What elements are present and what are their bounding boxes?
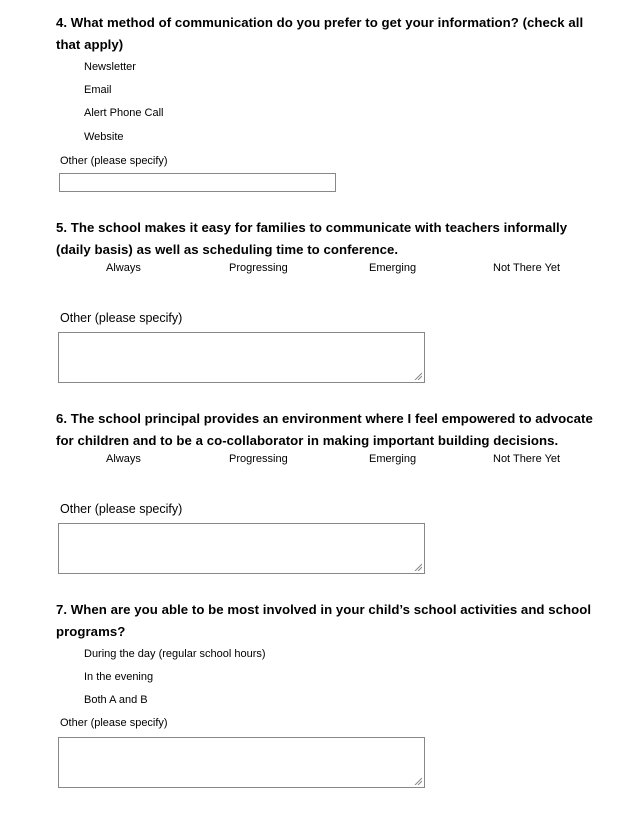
q5-scale-emerging[interactable]: Emerging bbox=[369, 262, 417, 274]
question-5-other-label: Other (please specify) bbox=[60, 311, 183, 325]
option-email[interactable]: Email bbox=[84, 84, 112, 96]
question-5-title: 5. The school makes it easy for families to communicate with teachers informally (daily basis) as well as scheduling time to conference. bbox=[56, 220, 568, 257]
option-newsletter[interactable]: Newsletter bbox=[84, 61, 136, 73]
q5-scale-progressing[interactable]: Progressing bbox=[229, 262, 288, 274]
q6-scale-not-there-yet[interactable]: Not There Yet bbox=[493, 453, 561, 465]
question-5-other-textarea[interactable] bbox=[58, 332, 425, 383]
q6-scale-emerging[interactable]: Emerging bbox=[369, 453, 417, 465]
option-during-the-day[interactable]: During the day (regular school hours) bbox=[84, 648, 266, 660]
option-alert-phone-call[interactable]: Alert Phone Call bbox=[84, 107, 164, 119]
q5-scale-always[interactable]: Always bbox=[106, 262, 141, 274]
question-4-title: 4. What method of communication do you prefer to get your information? (check all that apply) bbox=[56, 15, 584, 52]
q6-scale-progressing[interactable]: Progressing bbox=[229, 453, 288, 465]
question-6-title: 6. The school principal provides an environment where I feel empowered to advocate for children and to be a co-collaborator in making important building decisions. bbox=[56, 411, 593, 448]
q5-scale-not-there-yet[interactable]: Not There Yet bbox=[493, 262, 561, 274]
question-6-other-textarea[interactable] bbox=[58, 523, 425, 574]
option-both-a-and-b[interactable]: Both A and B bbox=[84, 694, 148, 706]
option-in-the-evening[interactable]: In the evening bbox=[84, 671, 154, 683]
resize-grip-icon[interactable] bbox=[414, 563, 422, 571]
resize-grip-icon[interactable] bbox=[414, 372, 422, 380]
question-7-other-textarea[interactable] bbox=[58, 737, 425, 788]
question-4-other-label: Other (please specify) bbox=[60, 155, 168, 167]
resize-grip-icon[interactable] bbox=[414, 777, 422, 785]
question-7-title: 7. When are you able to be most involved in your child’s school activities and school programs? bbox=[56, 602, 592, 639]
q6-scale-always[interactable]: Always bbox=[106, 453, 141, 465]
question-7-other-label: Other (please specify) bbox=[60, 717, 168, 729]
question-4-other-input[interactable] bbox=[59, 173, 336, 192]
option-website[interactable]: Website bbox=[84, 131, 124, 143]
question-6-other-label: Other (please specify) bbox=[60, 502, 183, 516]
